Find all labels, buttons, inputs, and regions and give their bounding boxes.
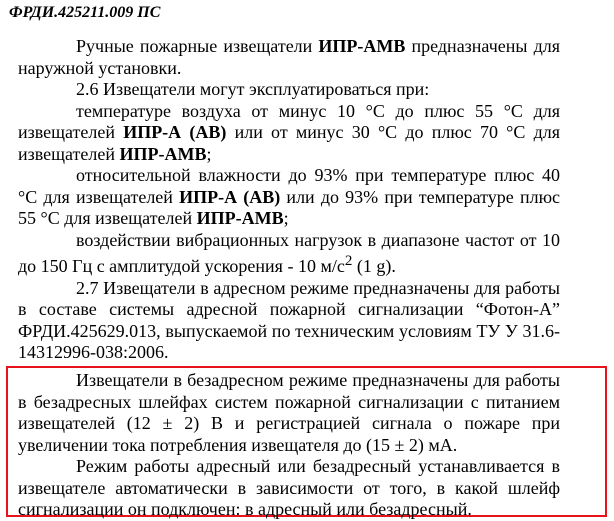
paragraph-vibration: воздействии вибрационных нагрузок в диапазоне частот от 10 до 150 Гц с амплитудой ускорения - 10 $м/с^2$ (1 g). bbox=[18, 229, 560, 276]
paragraph-non-address-mode: Извещатели в безадресном режиме предназначены для работы в безадресных шлейфах систем пожарной сигнализации с питанием извещателей (12 ± 2) В и регистрацией сигнала о пожаре при увеличении тока потребления извещателя до (15 ± 2) мА. bbox=[18, 370, 560, 455]
paragraph-2-6-heading: 2.6 Извещатели могут эксплуатироваться при: bbox=[76, 79, 430, 99]
spec-text-upper bbox=[18, 36, 560, 364]
paragraph-temperature: температуре воздуха от минус 10 °С до плюс 55 °С для извещателей ИПР-А (АВ) или от минус 30 °С до плюс 70 °С для извещателей ИПР-АМВ; bbox=[18, 100, 561, 164]
paragraph-outdoor-installation: Ручные пожарные извещатели ИПР-АМВ предназначены для наружной установки. bbox=[18, 36, 560, 78]
document-code-header: ФРДИ.425211.009 ПС bbox=[9, 4, 161, 21]
paragraph-mode-auto-select: Режим работы адресный или безадресный устанавливается в извещателе автоматически в зависимости от того, в какой шлейф сигнализации он подключен: в адресный или безадресный. bbox=[18, 456, 560, 519]
paragraph-humidity: относительной влажности до 93% при температуре плюс 40 °С для извещателей ИПР-А (АВ) или до 93% при температуре плюс 55 °С для извещателей ИПР-АМВ; bbox=[18, 165, 561, 228]
paragraph-2-7-address-mode: 2.7 Извещатели в адресном режиме предназначены для работы в составе системы адресной пожарной сигнализации “Фотон-А” ФРДИ.425629.013, выпускаемой по техническим условиям ТУ У 31.6-14312996-038:2006. bbox=[18, 277, 560, 362]
spec-text-highlighted bbox=[18, 370, 560, 521]
